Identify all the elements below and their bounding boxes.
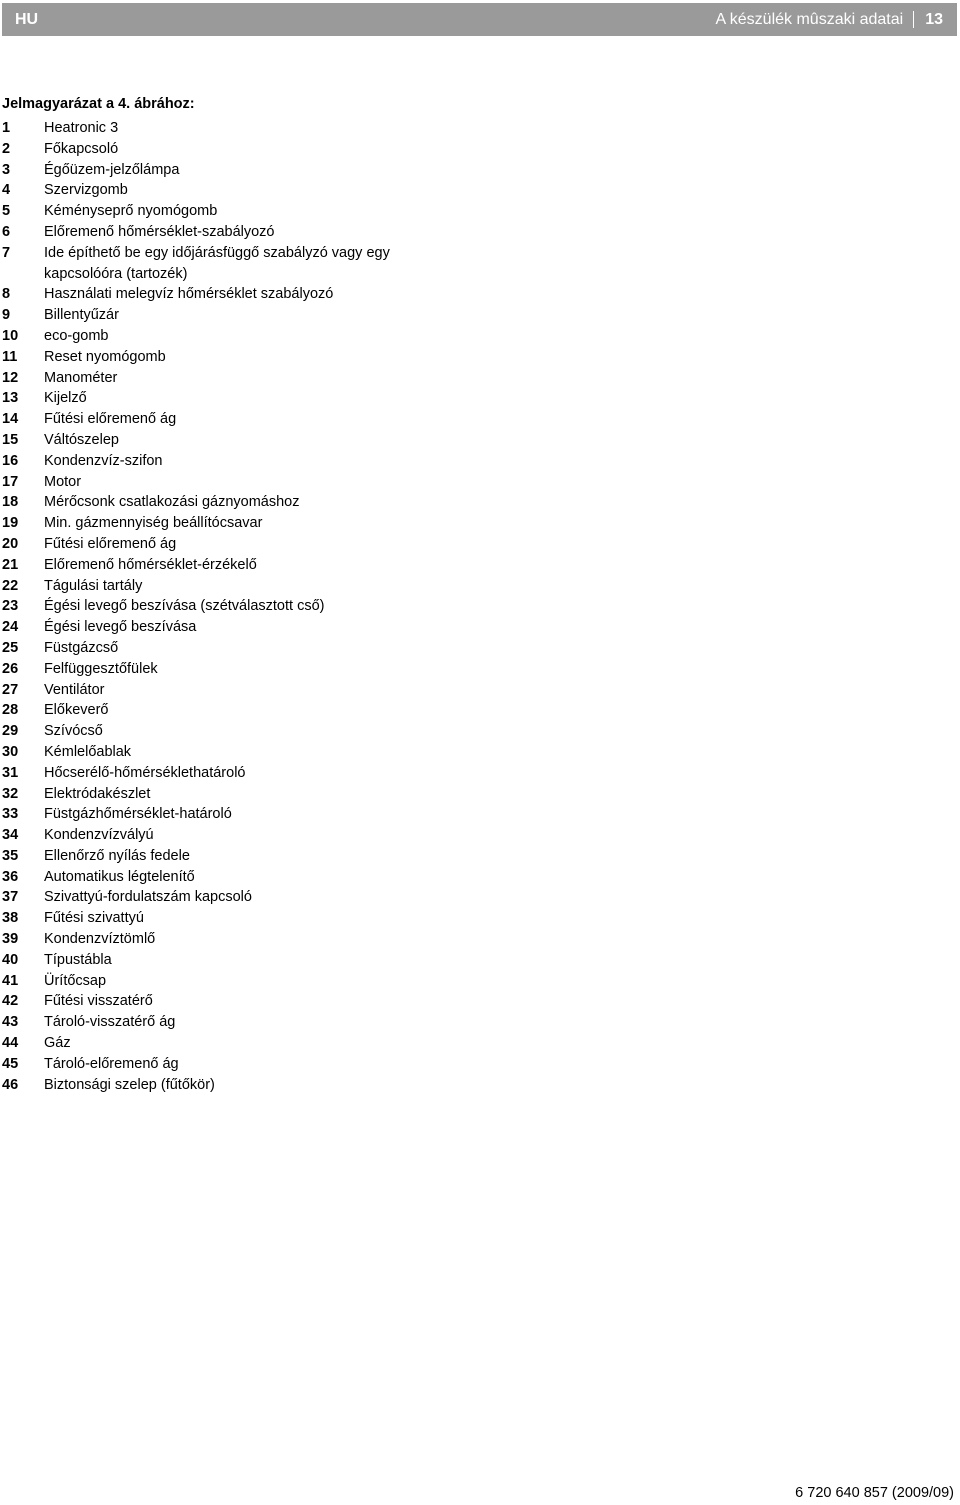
legend-item-label: Ürítőcsap — [44, 972, 107, 989]
language-code: HU — [15, 10, 39, 28]
legend-item-number: 11 — [2, 348, 18, 365]
legend-item-number: 35 — [2, 847, 19, 864]
legend-item-label: Előremenő hőmérséklet-szabályozó — [44, 223, 275, 240]
legend-item — [2, 243, 472, 285]
legend-item-label: Tágulási tartály — [44, 577, 143, 594]
legend-item-label: Kondenzvíztömlő — [44, 931, 156, 948]
legend-item — [2, 908, 472, 929]
legend-item-label: Fűtési előremenő ág — [44, 535, 177, 552]
legend-item — [2, 180, 472, 201]
legend-item — [2, 950, 472, 971]
legend-item-label: Heatronic 3 — [44, 120, 119, 136]
legend-title: Jelmagyarázat a 4. ábrához: — [2, 96, 195, 112]
legend-item-label: Ventilátor — [44, 681, 105, 698]
legend-item-number: 28 — [2, 702, 19, 719]
legend-item-label: Füstgázhőmérséklet-határoló — [44, 806, 232, 823]
legend-item — [2, 638, 472, 659]
legend-item-label: Ide építhető be egy időjárásfüggő szabályzó vagy egy kapcsolóóra (tartozék) — [44, 244, 390, 282]
legend-item-number: 31 — [2, 764, 19, 781]
legend-item-label: Szivattyú-fordulatszám kapcsoló — [44, 889, 252, 906]
legend-item — [2, 1033, 472, 1054]
legend-item-number: 40 — [2, 951, 19, 968]
legend-item-number: 39 — [2, 931, 19, 948]
legend-item — [2, 201, 472, 222]
legend-item-label: Kondenzvíz-szifon — [44, 452, 163, 469]
legend-item-number: 29 — [2, 723, 19, 740]
legend-item — [2, 887, 472, 908]
legend-item-label: Égőüzem-jelzőlámpa — [44, 161, 180, 178]
legend-item-label: Min. gázmennyiség beállítócsavar — [44, 515, 263, 532]
legend-item-number: 34 — [2, 827, 19, 844]
legend-item — [2, 846, 472, 867]
legend-item-label: Fűtési visszatérő — [44, 993, 153, 1010]
legend-item-label: eco-gomb — [44, 327, 109, 344]
legend-item-label: Kondenzvízvályú — [44, 827, 154, 844]
legend-item-number: 6 — [2, 223, 11, 240]
legend-item-label: Szívócső — [44, 723, 103, 740]
legend-item-number: 42 — [2, 993, 19, 1010]
legend-item-number: 21 — [2, 556, 19, 573]
legend-item — [2, 721, 472, 742]
legend-item — [2, 347, 472, 368]
header-right-group — [716, 11, 943, 29]
legend-item — [2, 742, 472, 763]
legend-item-label: Fűtési szivattyú — [44, 910, 144, 927]
legend-item — [2, 929, 472, 950]
legend-item-number: 23 — [2, 598, 19, 615]
legend-item-number: 3 — [2, 161, 11, 178]
legend-item-label: Tároló-előremenő ág — [44, 1055, 179, 1072]
legend-item-label: Használati melegvíz hőmérséklet szabályozó — [44, 286, 334, 303]
legend-item-number: 10 — [2, 327, 19, 344]
legend-item-number: 2 — [2, 140, 11, 157]
legend-item-number: 37 — [2, 889, 19, 906]
legend-item-number: 9 — [2, 307, 11, 324]
legend-item — [2, 430, 472, 451]
legend-item — [2, 160, 472, 181]
legend-item-label: Automatikus légtelenítő — [44, 868, 195, 885]
legend-item-label: Gáz — [44, 1035, 71, 1052]
section-title: A készülék mûszaki adatai — [715, 10, 904, 28]
legend-item — [2, 451, 472, 472]
legend-item — [2, 971, 472, 992]
legend-item-number: 4 — [2, 182, 11, 199]
legend-item-number: 5 — [2, 203, 11, 220]
document-number: 6 720 640 857 (2009/09) — [795, 1485, 954, 1501]
legend-item-number: 18 — [2, 494, 19, 511]
legend-item — [2, 534, 472, 555]
legend-item-number: 7 — [2, 244, 11, 261]
legend-item-number: 30 — [2, 743, 19, 760]
legend-item-number: 45 — [2, 1055, 19, 1072]
legend-item-label: Biztonsági szelep (fűtőkör) — [44, 1076, 215, 1093]
legend-item — [2, 763, 472, 784]
legend-item — [2, 1012, 472, 1033]
legend-item-number: 15 — [2, 431, 19, 448]
legend-item-label: Manométer — [44, 369, 118, 386]
legend-item-number: 22 — [2, 577, 19, 594]
legend-item — [2, 388, 472, 409]
legend-item — [2, 118, 472, 139]
legend-item-label: Füstgázcső — [44, 639, 119, 656]
legend-item — [2, 139, 472, 160]
legend-item — [2, 409, 472, 430]
legend-item-number: 14 — [2, 411, 19, 428]
legend-item-label: Kémlelőablak — [44, 743, 132, 760]
legend-item-number: 12 — [2, 369, 19, 386]
legend-item-label: Kéményseprő nyomógomb — [44, 203, 218, 220]
legend-item — [2, 222, 472, 243]
legend-item — [2, 326, 472, 347]
page-header-bar — [2, 3, 957, 36]
legend-item-number: 24 — [2, 619, 19, 636]
legend-item-number: 41 — [2, 972, 19, 989]
legend-item — [2, 804, 472, 825]
legend-item-label: Hőcserélő-hőmérséklethatároló — [44, 764, 246, 781]
legend-item-label: Ellenőrző nyílás fedele — [44, 847, 190, 864]
header-divider — [913, 11, 914, 28]
legend-item — [2, 492, 472, 513]
legend-item-label: Felfüggesztőfülek — [44, 660, 158, 677]
legend-item-label: Főkapcsoló — [44, 140, 119, 157]
legend-item — [2, 576, 472, 597]
legend-item — [2, 784, 472, 805]
legend-item-number: 36 — [2, 868, 19, 885]
legend-item-number: 44 — [2, 1035, 19, 1052]
legend-item-number: 38 — [2, 910, 19, 927]
legend-item — [2, 305, 472, 326]
legend-item-label: Tároló-visszatérő ág — [44, 1014, 176, 1031]
legend-item-label: Előremenő hőmérséklet-érzékelő — [44, 556, 257, 573]
legend-item-number: 32 — [2, 785, 19, 802]
page-number: 13 — [925, 10, 943, 28]
legend-item-label: Elektródakészlet — [44, 785, 151, 802]
legend-item-number: 43 — [2, 1014, 19, 1031]
legend-item — [2, 1054, 472, 1075]
legend-item — [2, 680, 472, 701]
legend-item — [2, 659, 472, 680]
legend-list — [2, 118, 472, 1095]
legend-item-label: Motor — [44, 473, 82, 490]
legend-item-number: 8 — [2, 286, 11, 303]
legend-item — [2, 472, 472, 493]
legend-item — [2, 284, 472, 305]
legend-item-label: Kijelző — [44, 390, 87, 407]
legend-item — [2, 825, 472, 846]
legend-item-number: 17 — [2, 473, 19, 490]
legend-item-number: 19 — [2, 515, 19, 532]
legend-item-label: Típustábla — [44, 951, 112, 968]
legend-item — [2, 617, 472, 638]
legend-item — [2, 867, 472, 888]
legend-item — [2, 991, 472, 1012]
legend-item-label: Váltószelep — [44, 431, 119, 448]
legend-item-number: 1 — [2, 120, 11, 136]
legend-item-label: Reset nyomógomb — [44, 348, 166, 365]
legend-item-number: 46 — [2, 1076, 19, 1093]
legend-item-number: 27 — [2, 681, 19, 698]
legend-item — [2, 513, 472, 534]
legend-item-label: Szervizgomb — [44, 182, 128, 199]
legend-item-label: Fűtési előremenő ág — [44, 411, 177, 428]
legend-item-label: Billentyűzár — [44, 307, 119, 324]
legend-item-number: 33 — [2, 806, 19, 823]
legend-item-number: 26 — [2, 660, 19, 677]
legend-item-label: Előkeverő — [44, 702, 109, 719]
legend-item-label: Égési levegő beszívása (szétválasztott cső) — [44, 598, 325, 615]
legend-item-label: Mérőcsonk csatlakozási gáznyomáshoz — [44, 494, 300, 511]
legend-item — [2, 368, 472, 389]
legend-item-number: 20 — [2, 535, 19, 552]
legend-item — [2, 1075, 472, 1096]
legend-item-number: 16 — [2, 452, 19, 469]
legend-item-number: 13 — [2, 390, 19, 407]
legend-item-number: 25 — [2, 639, 19, 656]
legend-item — [2, 700, 472, 721]
legend-item — [2, 555, 472, 576]
legend-item — [2, 596, 472, 617]
legend-item-label: Égési levegő beszívása — [44, 619, 197, 636]
